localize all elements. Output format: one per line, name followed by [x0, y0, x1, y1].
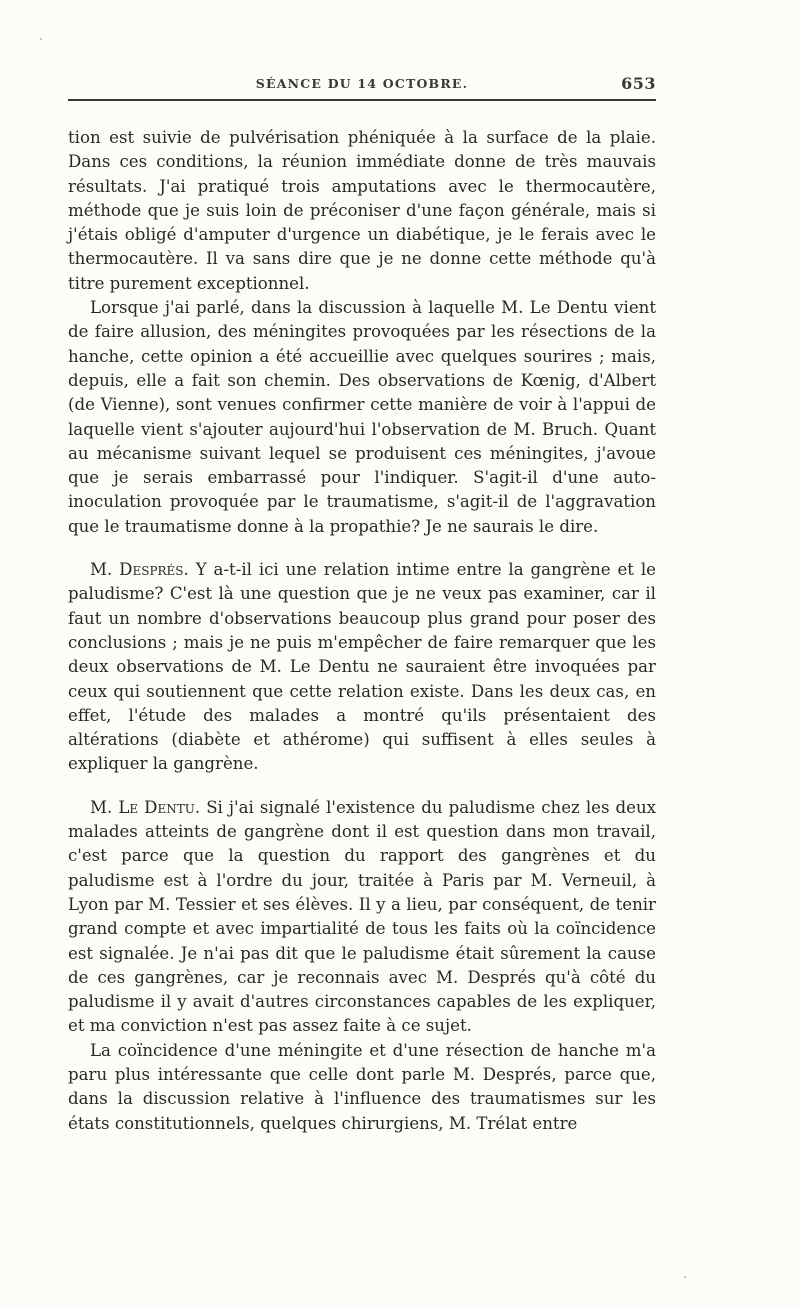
speaker-title: M.: [90, 797, 113, 817]
paragraph-continuation: tion est suivie de pulvérisation phéniquée à la surface de la plaie. Dans ces conditions, la réunion immédiate donne de très mauvais résultats. J'ai pratiqué trois amputations avec le thermocautère, méthode que je suis loin de préconiser d'une façon générale, mais si j'étais obligé d'amputer d'urgence un diabétique, je le ferais avec le thermocautère. Il va sans dire que je ne donne cette méthode qu'à titre purement exceptionnel.: [68, 128, 656, 293]
header-rule: [68, 99, 656, 101]
body-text: [68, 126, 656, 1136]
page: [68, 70, 656, 1250]
paragraph-despres: [68, 558, 656, 777]
paragraph-le-dentu: [68, 796, 656, 1039]
paragraph-text: Si j'ai signalé l'existence du paludisme chez les deux malades atteints de gangrène dont il est question dans mon travail, c'est parce que la question du rapport des gangrènes et du paludisme est à l'ordre du jour, traitée à Paris par M. Verneuil, à Lyon par M. Tessier et ses élèves. Il y a lieu, par conséquent, de tenir grand compte et avec impartialité de tous les faits où la coïncidence est signalée. Je n'ai pas dit que le paludisme était sûrement la cause de ces gangrènes, car je reconnais avec M. Després qu'à côté du paludisme il y avait d'autres circonstances capables de les expliquer, et ma conviction n'est pas assez faite à ce sujet.: [68, 797, 656, 1036]
running-head: SÉANCE DU 14 OCTOBRE.: [255, 76, 469, 91]
speaker-title: M.: [90, 560, 113, 580]
paper-speck: [684, 1276, 686, 1278]
speaker-name: Le Dentu.: [118, 797, 201, 817]
paragraph-text: Y a-t-il ici une relation intime entre la gangrène et le paludisme? C'est là une question que je ne veux pas examiner, car il faut un nombre d'observations beaucoup plus grand pour poser des conclusions ; mais je ne puis m'empêcher de faire remarquer que les deux observations de M. Le Dentu ne sauraient être invoquées par ceux qui soutiennent que cette relation existe. Dans les deux cas, en effet, l'étude des malades a montré qu'ils présentaient des altérations (diabète et athérome) qui suffisent à elles seules à expliquer la gangrène.: [68, 560, 656, 774]
page-number: 653: [621, 74, 656, 93]
speaker-name: Després.: [119, 560, 189, 580]
page-header: [68, 70, 656, 98]
paragraph-verneuil-meningites: Lorsque j'ai parlé, dans la discussion à laquelle M. Le Dentu vient de faire allusion, des méningites provoquées par les résections de la hanche, cette opinion a été accueillie avec quelques sourires ; mais, depuis, elle a fait son chemin. Des observations de Kœnig, d'Albert (de Vienne), sont venues confirmer cette manière de voir à l'appui de laquelle vient s'ajouter aujourd'hui l'observation de M. Bruch. Quant au mécanisme suivant lequel se produisent ces méningites, j'avoue que je serais embarrassé pour l'indiquer. S'agit-il d'une auto-inoculation provoquée par le traumatisme, s'agit-il de l'aggravation que le traumatisme donne à la propathie? Je ne saurais le dire.: [68, 298, 656, 536]
paragraph-coincidence: La coïncidence d'une méningite et d'une résection de hanche m'a paru plus intéressante que celle dont parle M. Després, parce que, dans la discussion relative à l'influence des traumatismes sur les états constitutionnels, quelques chirurgiens, M. Trélat entre: [68, 1040, 656, 1133]
paper-speck: [40, 38, 42, 40]
